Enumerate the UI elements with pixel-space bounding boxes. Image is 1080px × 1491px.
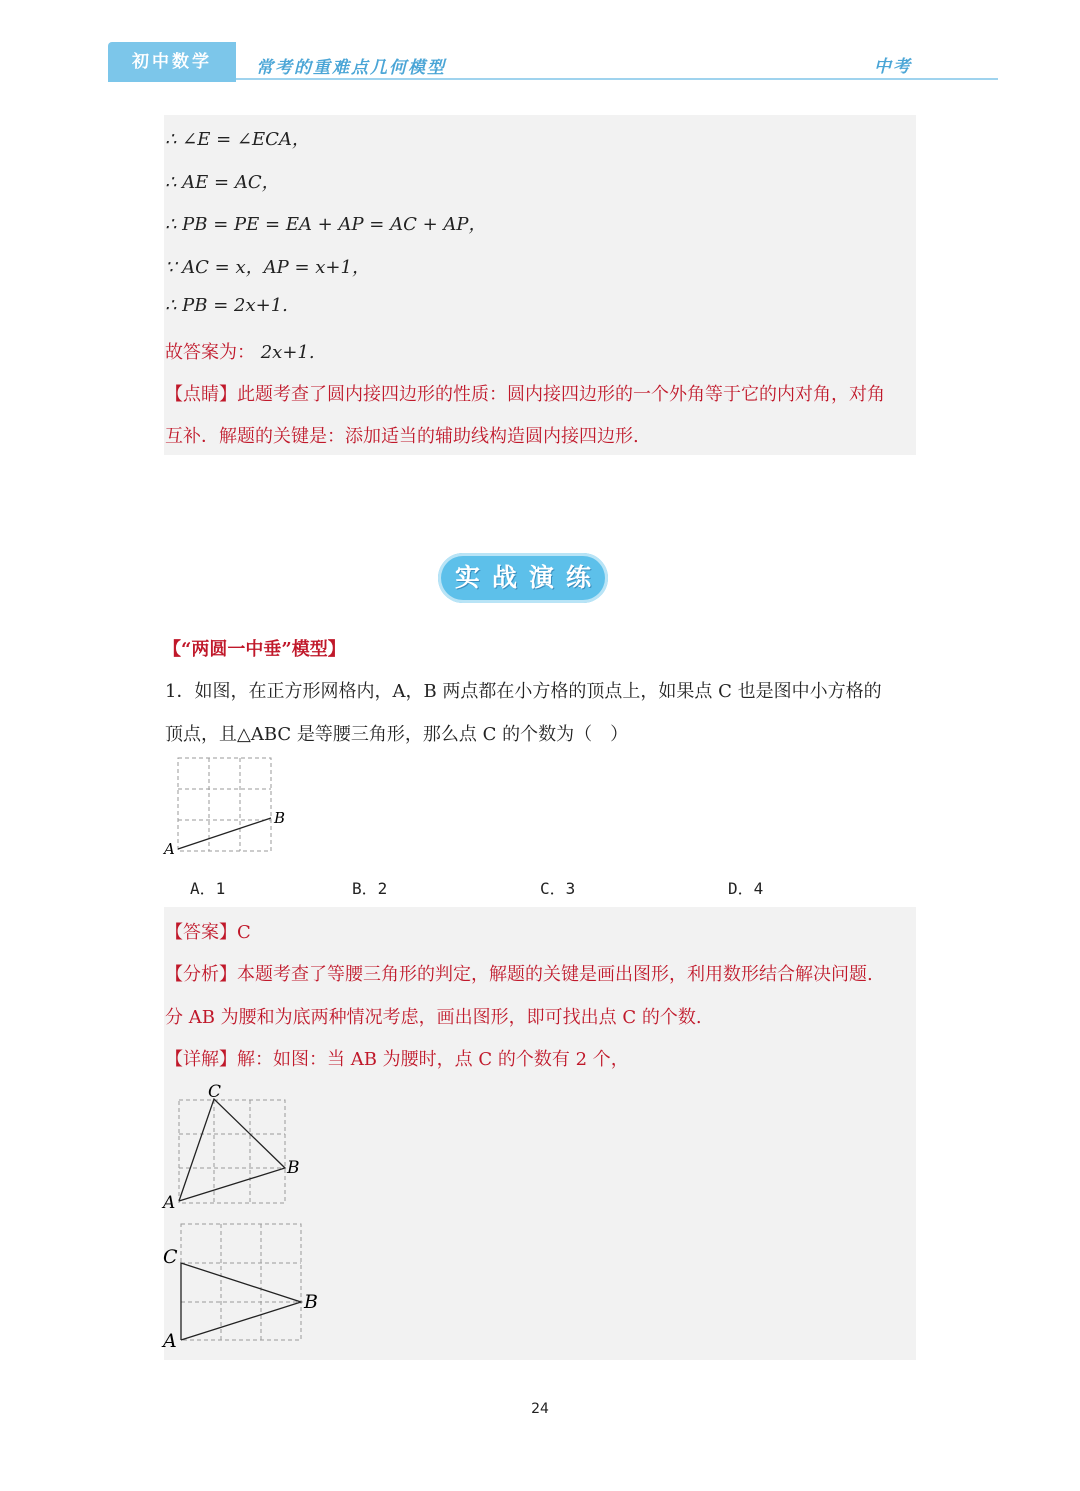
header-tab: 初中数学 — [108, 42, 236, 82]
section-banner — [438, 553, 608, 603]
answer-line: 【答案】C — [165, 922, 251, 943]
label-a: A — [163, 1330, 177, 1352]
banner-text: 实战演练 — [454, 563, 603, 592]
solution-line-2: ∴ AE = AC， — [165, 172, 280, 193]
header-title: 常考的重难点几何模型 — [256, 58, 446, 78]
question-line-1: 1．如图，在正方形网格内，A，B 两点都在小方格的顶点上，如果点 C 也是图中小方格的 — [165, 681, 882, 702]
grid-lines — [178, 758, 271, 851]
segment-ab — [178, 818, 271, 849]
header-divider — [236, 78, 998, 80]
solution-line-4: ∵ AC = x，AP = x+1， — [165, 257, 370, 278]
question-line-2: 顶点，且△ABC 是等腰三角形，那么点 C 的个数为（ ） — [165, 724, 629, 745]
option-d[interactable]: D．4 — [728, 879, 764, 898]
label-c: C — [163, 1246, 178, 1268]
solution-line-5: ∴ PB = 2x+1. — [165, 295, 288, 316]
question-figure — [160, 750, 290, 860]
option-b[interactable]: B．2 — [352, 879, 388, 898]
solution-figure-1 — [160, 1080, 310, 1213]
label-c: C — [208, 1082, 222, 1102]
label-b: B — [274, 809, 286, 827]
label-a: A — [163, 1193, 176, 1213]
final-answer-line — [165, 338, 315, 364]
analysis-line-2: 分 AB 为腰和为底两种情况考虑，画出图形，即可找出点 C 的个数. — [165, 1007, 702, 1028]
answer-value: 2x+1. — [260, 342, 315, 363]
solution-line-3: ∴ PB = PE = EA + AP = AC + AP， — [165, 214, 487, 235]
label-a: A — [164, 840, 175, 858]
grid-lines — [179, 1100, 285, 1203]
option-c[interactable]: C．3 — [540, 879, 576, 898]
triangle-abc — [179, 1099, 285, 1201]
header-right-label: 中考 — [874, 57, 912, 77]
page-header — [108, 42, 998, 84]
solution-line-1: ∴ ∠E = ∠ECA， — [165, 129, 310, 150]
comment-line-2: 互补．解题的关键是：添加适当的辅助线构造圆内接四边形. — [165, 426, 639, 447]
page-number: 24 — [531, 1401, 549, 1417]
section-title: 【“两圆一中垂”模型】 — [163, 639, 346, 660]
option-a[interactable]: A．1 — [190, 879, 226, 898]
label-b: B — [287, 1158, 300, 1178]
comment-line-1: 【点睛】此题考查了圆内接四边形的性质：圆内接四边形的一个外角等于它的内对角，对角 — [165, 384, 885, 405]
solution-figure-2 — [160, 1218, 330, 1352]
label-b: B — [304, 1291, 318, 1313]
detail-line: 【详解】解：如图：当 AB 为腰时，点 C 的个数有 2 个， — [165, 1049, 629, 1070]
analysis-line-1: 【分析】本题考查了等腰三角形的判定，解题的关键是画出图形，利用数形结合解决问题. — [165, 964, 873, 985]
answer-prefix: 故答案为： — [165, 342, 255, 363]
